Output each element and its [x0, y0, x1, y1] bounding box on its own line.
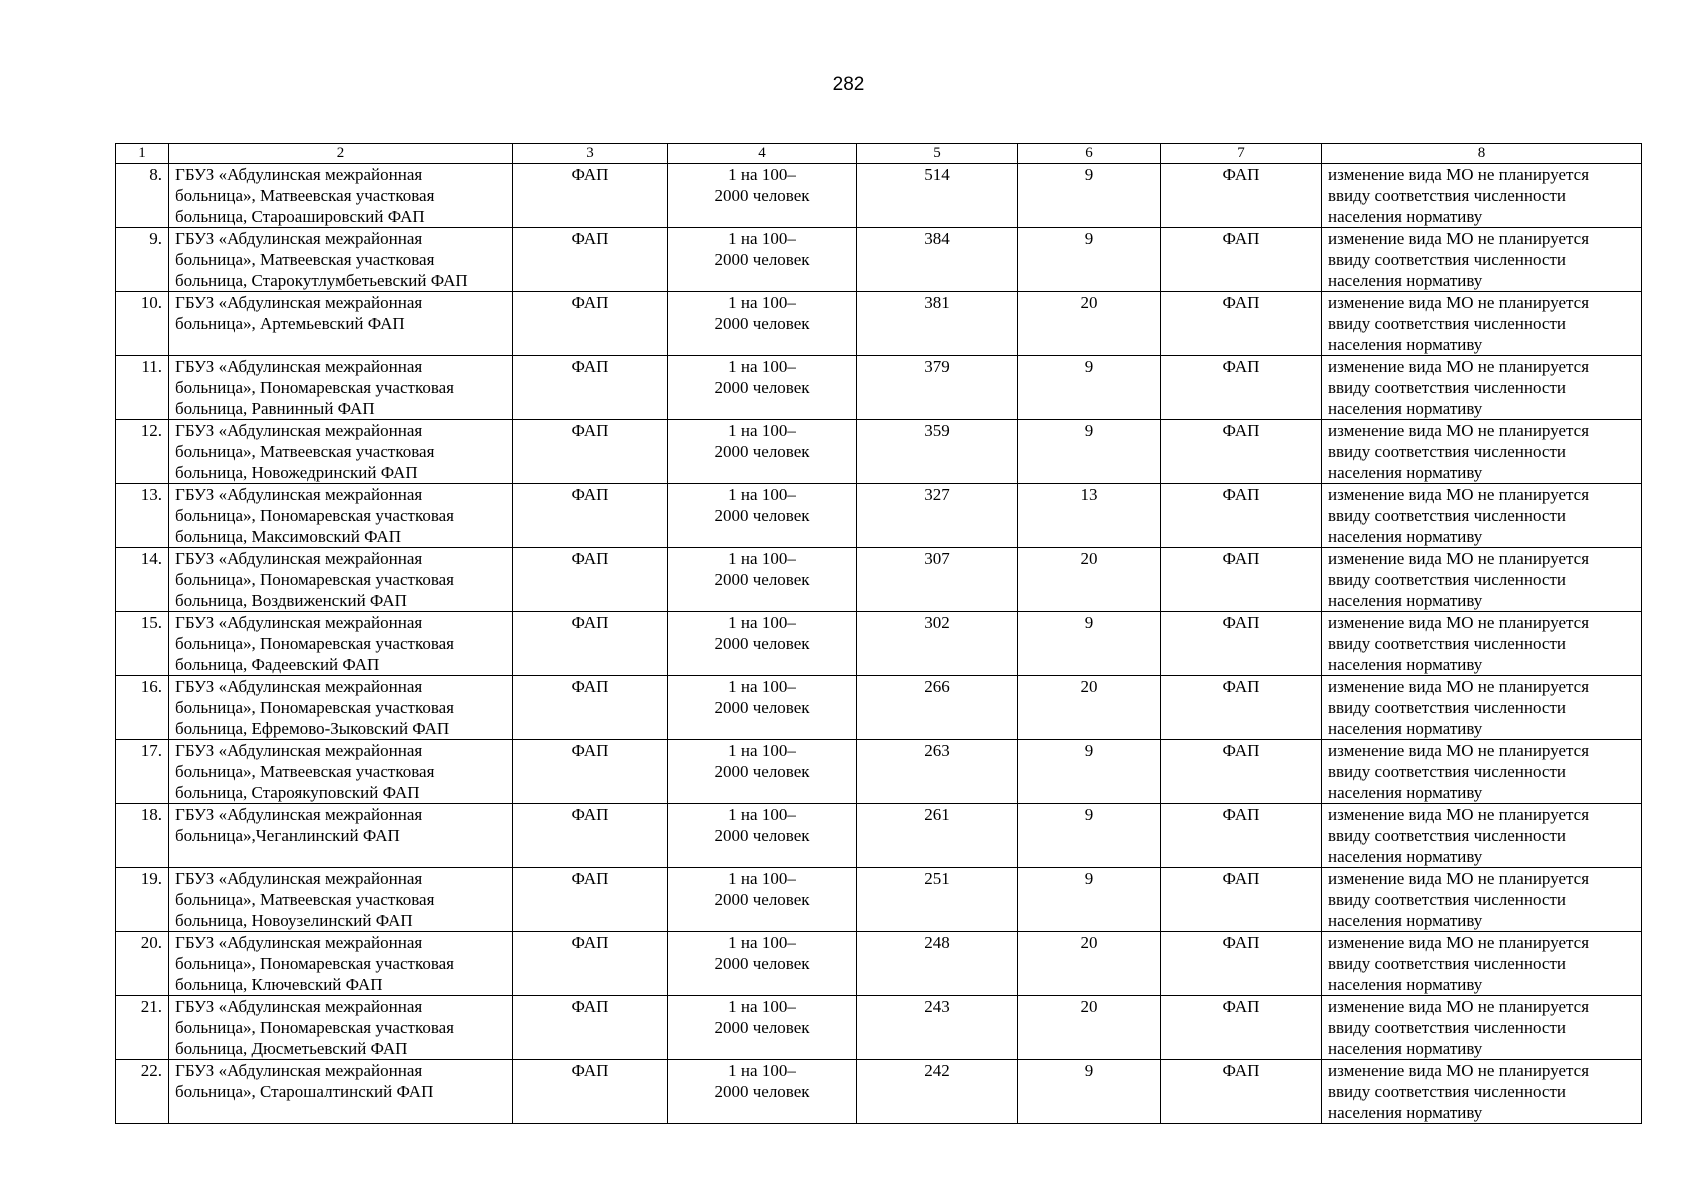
column-header-6: 6 [1018, 144, 1161, 164]
population-norm-line1: 1 на 100– [728, 805, 796, 824]
table-row [116, 356, 1642, 420]
row-number: 9. [116, 228, 169, 292]
facility-name: ГБУЗ «Абдулинская межрайонная больница», Пономаревская участковая больница, Дюсметьевский ФАП [169, 996, 513, 1060]
planned-facility-type: ФАП [1161, 740, 1322, 804]
note-text: изменение вида МО не планируется ввиду соответствия численности населения нормативу [1322, 484, 1642, 548]
facility-name: ГБУЗ «Абдулинская межрайонная больница», Пономаревская участковая больница, Ефремово-Зыковский ФАП [169, 676, 513, 740]
row-number: 8. [116, 164, 169, 228]
population-count: 307 [857, 548, 1018, 612]
distance-value: 9 [1018, 228, 1161, 292]
population-norm-line1: 1 на 100– [728, 997, 796, 1016]
population-norm-line1: 1 на 100– [728, 293, 796, 312]
table-row [116, 420, 1642, 484]
facility-type: ФАП [513, 612, 668, 676]
population-count: 327 [857, 484, 1018, 548]
page-number: 282 [832, 74, 865, 95]
population-norm-line2: 2000 человек [714, 762, 810, 781]
population-norm-line2: 2000 человек [714, 250, 810, 269]
table-row [116, 676, 1642, 740]
note-text: изменение вида МО не планируется ввиду соответствия численности населения нормативу [1322, 292, 1642, 356]
table-row [116, 996, 1642, 1060]
population-norm [668, 164, 857, 228]
planned-facility-type: ФАП [1161, 420, 1322, 484]
planned-facility-type: ФАП [1161, 228, 1322, 292]
table-row [116, 164, 1642, 228]
population-norm [668, 932, 857, 996]
note-text: изменение вида МО не планируется ввиду соответствия численности населения нормативу [1322, 676, 1642, 740]
column-header-2: 2 [169, 144, 513, 164]
distance-value: 20 [1018, 932, 1161, 996]
table-row [116, 868, 1642, 932]
population-norm-line2: 2000 человек [714, 954, 810, 973]
facility-type: ФАП [513, 228, 668, 292]
population-count: 266 [857, 676, 1018, 740]
facility-name: ГБУЗ «Абдулинская межрайонная больница», Артемьевский ФАП [169, 292, 513, 356]
planned-facility-type: ФАП [1161, 868, 1322, 932]
planned-facility-type: ФАП [1161, 164, 1322, 228]
row-number: 11. [116, 356, 169, 420]
population-norm [668, 740, 857, 804]
column-header-5: 5 [857, 144, 1018, 164]
population-norm [668, 868, 857, 932]
table-row [116, 612, 1642, 676]
population-norm-line1: 1 на 100– [728, 165, 796, 184]
planned-facility-type: ФАП [1161, 676, 1322, 740]
distance-value: 9 [1018, 356, 1161, 420]
table-body [116, 164, 1642, 1124]
population-count: 379 [857, 356, 1018, 420]
population-norm-line1: 1 на 100– [728, 229, 796, 248]
distance-value: 9 [1018, 804, 1161, 868]
distance-value: 9 [1018, 612, 1161, 676]
row-number: 10. [116, 292, 169, 356]
note-text: изменение вида МО не планируется ввиду соответствия численности населения нормативу [1322, 996, 1642, 1060]
facility-name: ГБУЗ «Абдулинская межрайонная больница», Пономаревская участковая больница, Ключевский ФАП [169, 932, 513, 996]
note-text: изменение вида МО не планируется ввиду соответствия численности населения нормативу [1322, 228, 1642, 292]
distance-value: 20 [1018, 996, 1161, 1060]
table-row [116, 932, 1642, 996]
facility-type: ФАП [513, 164, 668, 228]
header-row [116, 144, 1642, 164]
column-header-1: 1 [116, 144, 169, 164]
population-norm [668, 804, 857, 868]
population-norm [668, 996, 857, 1060]
facility-name: ГБУЗ «Абдулинская межрайонная больница», Матвеевская участковая больница, Новоузелинский ФАП [169, 868, 513, 932]
facility-name: ГБУЗ «Абдулинская межрайонная больница», Матвеевская участковая больница, Новожедринский ФАП [169, 420, 513, 484]
population-norm-line2: 2000 человек [714, 186, 810, 205]
population-count: 251 [857, 868, 1018, 932]
population-norm [668, 420, 857, 484]
table-row [116, 548, 1642, 612]
population-count: 242 [857, 1060, 1018, 1124]
facility-type: ФАП [513, 292, 668, 356]
population-norm-line1: 1 на 100– [728, 741, 796, 760]
population-count: 359 [857, 420, 1018, 484]
planned-facility-type: ФАП [1161, 484, 1322, 548]
facility-type: ФАП [513, 804, 668, 868]
facility-type: ФАП [513, 484, 668, 548]
note-text: изменение вида МО не планируется ввиду соответствия численности населения нормативу [1322, 932, 1642, 996]
note-text: изменение вида МО не планируется ввиду соответствия численности населения нормативу [1322, 356, 1642, 420]
population-count: 263 [857, 740, 1018, 804]
population-norm-line2: 2000 человек [714, 698, 810, 717]
planned-facility-type: ФАП [1161, 356, 1322, 420]
population-norm-line1: 1 на 100– [728, 1061, 796, 1080]
table-row [116, 804, 1642, 868]
facility-type: ФАП [513, 420, 668, 484]
population-norm-line2: 2000 человек [714, 506, 810, 525]
population-norm-line1: 1 на 100– [728, 421, 796, 440]
population-norm [668, 612, 857, 676]
population-count: 248 [857, 932, 1018, 996]
distance-value: 9 [1018, 420, 1161, 484]
facility-type: ФАП [513, 1060, 668, 1124]
row-number: 18. [116, 804, 169, 868]
population-count: 243 [857, 996, 1018, 1060]
table-row [116, 484, 1642, 548]
facility-name: ГБУЗ «Абдулинская межрайонная больница», Матвеевская участковая больница, Староякуповский ФАП [169, 740, 513, 804]
population-norm-line1: 1 на 100– [728, 677, 796, 696]
population-norm-line2: 2000 человек [714, 570, 810, 589]
population-norm-line2: 2000 человек [714, 314, 810, 333]
population-norm-line2: 2000 человек [714, 378, 810, 397]
facility-name: ГБУЗ «Абдулинская межрайонная больница», Пономаревская участковая больница, Максимовский ФАП [169, 484, 513, 548]
population-norm-line1: 1 на 100– [728, 485, 796, 504]
note-text: изменение вида МО не планируется ввиду соответствия численности населения нормативу [1322, 548, 1642, 612]
planned-facility-type: ФАП [1161, 548, 1322, 612]
note-text: изменение вида МО не планируется ввиду соответствия численности населения нормативу [1322, 420, 1642, 484]
distance-value: 9 [1018, 164, 1161, 228]
note-text: изменение вида МО не планируется ввиду соответствия численности населения нормативу [1322, 740, 1642, 804]
planned-facility-type: ФАП [1161, 804, 1322, 868]
row-number: 17. [116, 740, 169, 804]
population-count: 514 [857, 164, 1018, 228]
population-norm-line2: 2000 человек [714, 1082, 810, 1101]
row-number: 12. [116, 420, 169, 484]
note-text: изменение вида МО не планируется ввиду соответствия численности населения нормативу [1322, 1060, 1642, 1124]
note-text: изменение вида МО не планируется ввиду соответствия численности населения нормативу [1322, 164, 1642, 228]
facility-type: ФАП [513, 996, 668, 1060]
planned-facility-type: ФАП [1161, 612, 1322, 676]
row-number: 21. [116, 996, 169, 1060]
facility-name: ГБУЗ «Абдулинская межрайонная больница», Старошалтинский ФАП [169, 1060, 513, 1124]
planned-facility-type: ФАП [1161, 932, 1322, 996]
distance-value: 9 [1018, 1060, 1161, 1124]
population-norm [668, 228, 857, 292]
column-header-3: 3 [513, 144, 668, 164]
planned-facility-type: ФАП [1161, 1060, 1322, 1124]
population-norm-line1: 1 на 100– [728, 549, 796, 568]
population-count: 261 [857, 804, 1018, 868]
population-norm [668, 1060, 857, 1124]
population-norm-line1: 1 на 100– [728, 613, 796, 632]
population-norm-line2: 2000 человек [714, 1018, 810, 1037]
facility-type: ФАП [513, 676, 668, 740]
row-number: 19. [116, 868, 169, 932]
population-norm-line2: 2000 человек [714, 442, 810, 461]
row-number: 22. [116, 1060, 169, 1124]
distance-value: 20 [1018, 676, 1161, 740]
facility-name: ГБУЗ «Абдулинская межрайонная больница», Матвеевская участковая больница, Старокутлумбетьевский ФАП [169, 228, 513, 292]
row-number: 16. [116, 676, 169, 740]
note-text: изменение вида МО не планируется ввиду соответствия численности населения нормативу [1322, 804, 1642, 868]
population-count: 381 [857, 292, 1018, 356]
column-header-7: 7 [1161, 144, 1322, 164]
table-row [116, 228, 1642, 292]
population-norm-line2: 2000 человек [714, 634, 810, 653]
population-norm [668, 676, 857, 740]
population-norm [668, 292, 857, 356]
note-text: изменение вида МО не планируется ввиду соответствия численности населения нормативу [1322, 612, 1642, 676]
facility-name: ГБУЗ «Абдулинская межрайонная больница»,Чеганлинский ФАП [169, 804, 513, 868]
facility-name: ГБУЗ «Абдулинская межрайонная больница», Пономаревская участковая больница, Равнинный ФАП [169, 356, 513, 420]
facility-name: ГБУЗ «Абдулинская межрайонная больница», Пономаревская участковая больница, Фадеевский ФАП [169, 612, 513, 676]
row-number: 14. [116, 548, 169, 612]
population-norm [668, 484, 857, 548]
distance-value: 9 [1018, 740, 1161, 804]
population-count: 384 [857, 228, 1018, 292]
note-text: изменение вида МО не планируется ввиду соответствия численности населения нормативу [1322, 868, 1642, 932]
distance-value: 9 [1018, 868, 1161, 932]
table-row [116, 292, 1642, 356]
population-norm-line1: 1 на 100– [728, 357, 796, 376]
row-number: 15. [116, 612, 169, 676]
population-norm [668, 356, 857, 420]
population-norm [668, 548, 857, 612]
planned-facility-type: ФАП [1161, 292, 1322, 356]
population-norm-line2: 2000 человек [714, 890, 810, 909]
table-row [116, 740, 1642, 804]
population-norm-line1: 1 на 100– [728, 869, 796, 888]
population-norm-line1: 1 на 100– [728, 933, 796, 952]
facility-type: ФАП [513, 868, 668, 932]
facility-type: ФАП [513, 548, 668, 612]
planned-facility-type: ФАП [1161, 996, 1322, 1060]
distance-value: 13 [1018, 484, 1161, 548]
row-number: 13. [116, 484, 169, 548]
facility-type: ФАП [513, 932, 668, 996]
column-header-8: 8 [1322, 144, 1642, 164]
population-count: 302 [857, 612, 1018, 676]
distance-value: 20 [1018, 548, 1161, 612]
facility-name: ГБУЗ «Абдулинская межрайонная больница», Матвеевская участковая больница, Староашировский ФАП [169, 164, 513, 228]
facility-type: ФАП [513, 740, 668, 804]
facility-name: ГБУЗ «Абдулинская межрайонная больница», Пономаревская участковая больница, Воздвиженский ФАП [169, 548, 513, 612]
row-number: 20. [116, 932, 169, 996]
facilities-table [115, 143, 1642, 1124]
column-header-4: 4 [668, 144, 857, 164]
facility-type: ФАП [513, 356, 668, 420]
table-row [116, 1060, 1642, 1124]
distance-value: 20 [1018, 292, 1161, 356]
population-norm-line2: 2000 человек [714, 826, 810, 845]
